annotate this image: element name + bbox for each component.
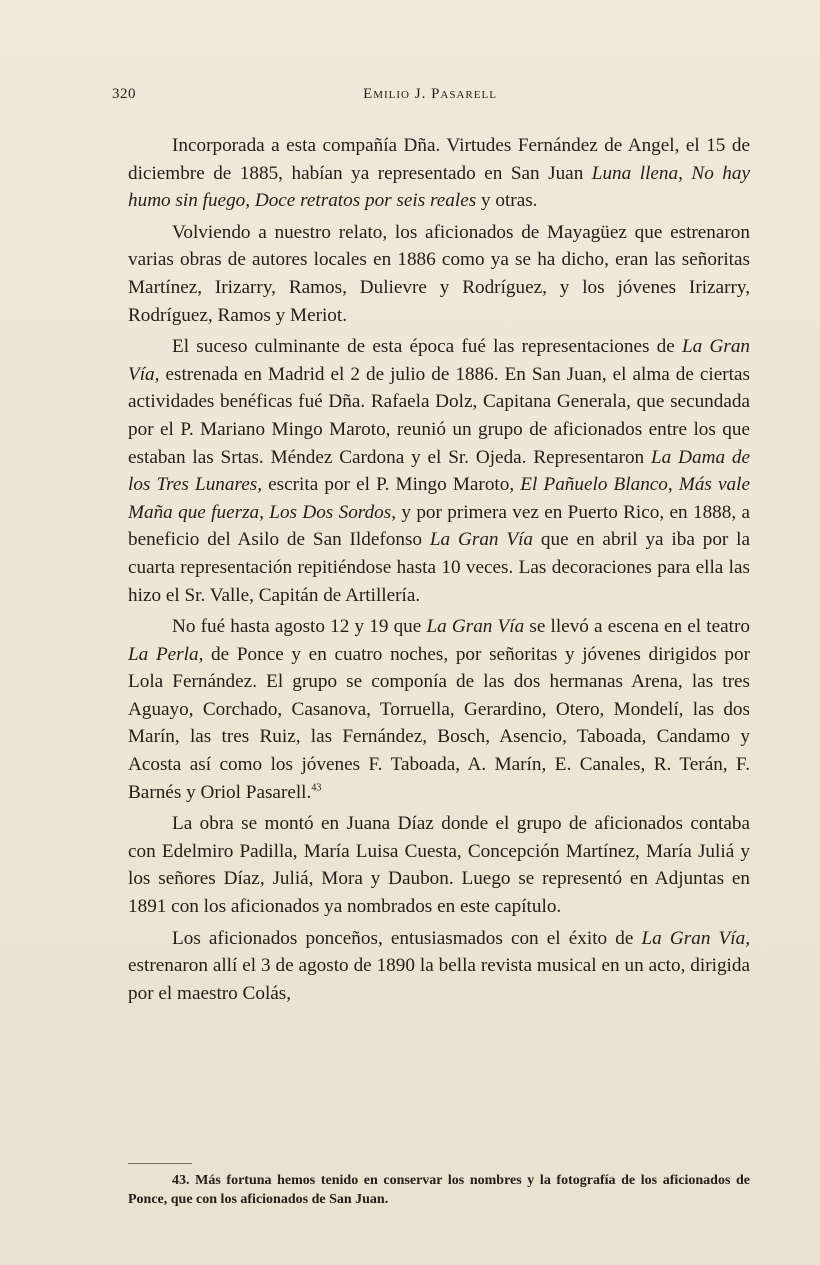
- paragraph-6-text-1: Los aficionados ponceños, entusiasmados con el éxito de: [172, 927, 642, 949]
- running-head: Emilio J. Pasarell: [363, 86, 497, 102]
- play-title-gran-via-4: La Gran Vía,: [641, 927, 751, 949]
- play-title-gran-via: La Gran Vía,: [128, 336, 751, 385]
- footnote-reference: 43: [311, 782, 322, 794]
- play-titles-panuelo: El Pañuelo Blanco, Más vale Maña que fuerza, Los Dos Sordos,: [128, 474, 750, 523]
- paragraph-6: [128, 925, 750, 1008]
- play-title-gran-via-2: La Gran Vía: [429, 529, 534, 551]
- theatre-name: La Perla,: [128, 643, 204, 665]
- paragraph-4-text-3: de Ponce y en cuatro noches, por señoritas y jóvenes dirigidos por Lola Fernández. El grupo se componía de las dos hermanas Arena, las tres Aguayo, Corchado, Casanova, Torruella, Gerardino, Otero, Mondelí, las dos Marín, las tres Ruiz, las Fernández, Bosch, Asencio, Taboada, Candamo y Acosta así como los jóvenes F. Taboada, A. Marín, E. Canales, R. Terán, F. Barnés y Oriol Pasarell.: [128, 643, 750, 803]
- paragraph-3-text-5: que en abril ya iba por la cuarta representación repitiéndose hasta 10 veces. Las decoraciones para ella las hizo el Sr. Valle, Capitán de Artillería.: [128, 529, 751, 606]
- footnote-number: 43.: [172, 1173, 190, 1188]
- footnote-text: Más fortuna hemos tenido en conservar los nombres y la fotografía de los aficionados de Ponce, que con los aficionados de San Juan.: [128, 1173, 751, 1207]
- paragraph-4: [128, 613, 750, 806]
- paragraph-4-text-1: No fué hasta agosto 12 y 19 que: [172, 616, 427, 638]
- paragraph-1-end: y otras.: [476, 190, 538, 212]
- paragraph-2: Volviendo a nuestro relato, los aficionados de Mayagüez que estrenaron varias obras de autores locales en 1886 como ya se ha dicho, eran las señoritas Martínez, Irizarry, Ramos, Dulievre y Rodríguez, y los jóvenes Irizarry, Rodríguez, Ramos y Meriot.: [128, 221, 750, 326]
- footnote-divider: [128, 1163, 192, 1164]
- paragraph-3: [128, 333, 750, 609]
- play-title-dama: La Dama de los Tres Lunares,: [128, 446, 750, 496]
- play-title-gran-via-3: La Gran Vía: [426, 616, 525, 638]
- play-titles: Luna llena, No hay humo sin fuego, Doce retratos por seis reales: [128, 162, 750, 212]
- footnote: [128, 1171, 750, 1209]
- paragraph-5: La obra se montó en Juana Díaz donde el grupo de aficionados contaba con Edelmiro Padilla, María Luisa Cuesta, Concepción Martínez, María Juliá y los señores Díaz, Juliá, Mora y Daubon. Luego se representó en Adjuntas en 1891 con los aficionados ya nombrados en este capítulo.: [128, 813, 750, 918]
- page-number: 320: [112, 86, 136, 102]
- paragraph-6-text-2: estrenaron allí el 3 de agosto de 1890 la bella revista musical en un acto, dirigida por el maestro Colás,: [128, 955, 750, 1004]
- page-header: [112, 86, 748, 110]
- paragraph-1-text: Incorporada a esta compañía Dña. Virtudes Fernández de Angel, el 15 de diciembre de 1885, habían ya representado en San Juan: [128, 135, 750, 184]
- paragraph-3-text-3: escrita por el P. Mingo Maroto,: [262, 474, 521, 496]
- paragraph-4-text-2: se llevó a escena en el teatro: [524, 616, 750, 638]
- body-text: [128, 132, 750, 1011]
- paragraph-1: [128, 132, 750, 215]
- paragraph-3-text-2: estrenada en Madrid el 2 de julio de 1886. En San Juan, el alma de ciertas actividades benéficas fué Dña. Rafaela Dolz, Capitana Generala, que secundada por el P. Mariano Mingo Maroto, reunió un grupo de aficionados entre los que estaban las Srtas. Méndez Cardona y el Sr. Ojeda. Representaron: [128, 363, 750, 468]
- paragraph-3-text-4: y por primera vez en Puerto Rico, en 1888, a beneficio del Asilo de San Ildefonso: [128, 501, 751, 551]
- paragraph-3-text-1: El suceso culminante de esta época fué las representaciones de: [172, 336, 683, 358]
